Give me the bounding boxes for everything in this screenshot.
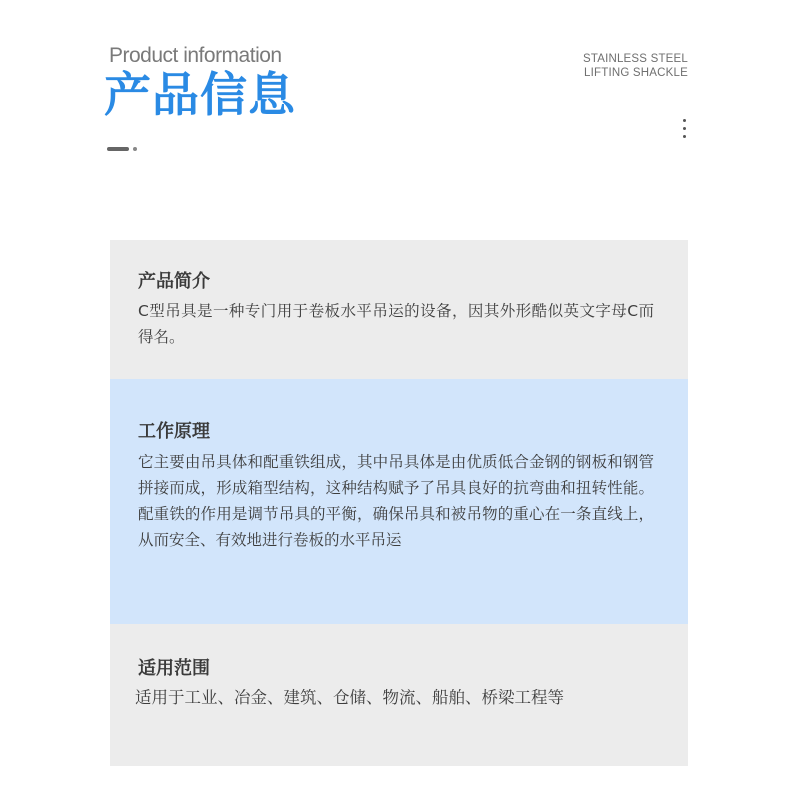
section-working-principle: [110, 379, 688, 624]
brand-label: [583, 52, 688, 80]
section-title: 产品简介: [138, 271, 210, 292]
more-vertical-icon: [683, 119, 687, 138]
section-application-scope: [110, 624, 688, 766]
section-title: 工作原理: [138, 421, 210, 442]
title-underline-dot: [133, 147, 137, 151]
page-title: 产品信息: [104, 68, 296, 123]
brand-line-2: LIFTING SHACKLE: [584, 67, 688, 79]
section-body: 它主要由吊具体和配重铁组成，其中吊具体是由优质低合金钢的钢板和钢管拼接而成，形成箱型结构，这种结构赋予了吊具良好的抗弯曲和扭转性能。配重铁的作用是调节吊具的平衡，确保吊具和被吊物的重心在一条直线上，从而安全、有效地进行卷板的水平吊运: [138, 453, 654, 549]
section-product-intro: [110, 240, 688, 379]
title-underline-decoration: [107, 147, 129, 151]
section-body: 适用于工业、冶金、建筑、仓储、物流、船舶、桥梁工程等: [135, 688, 564, 707]
section-body: C型吊具是一种专门用于卷板水平吊运的设备，因其外形酷似英文字母C而得名。: [138, 302, 654, 346]
brand-line-1: STAINLESS STEEL: [582, 53, 688, 65]
section-title: 适用范围: [138, 658, 210, 679]
subtitle-en: Product information: [109, 44, 282, 67]
